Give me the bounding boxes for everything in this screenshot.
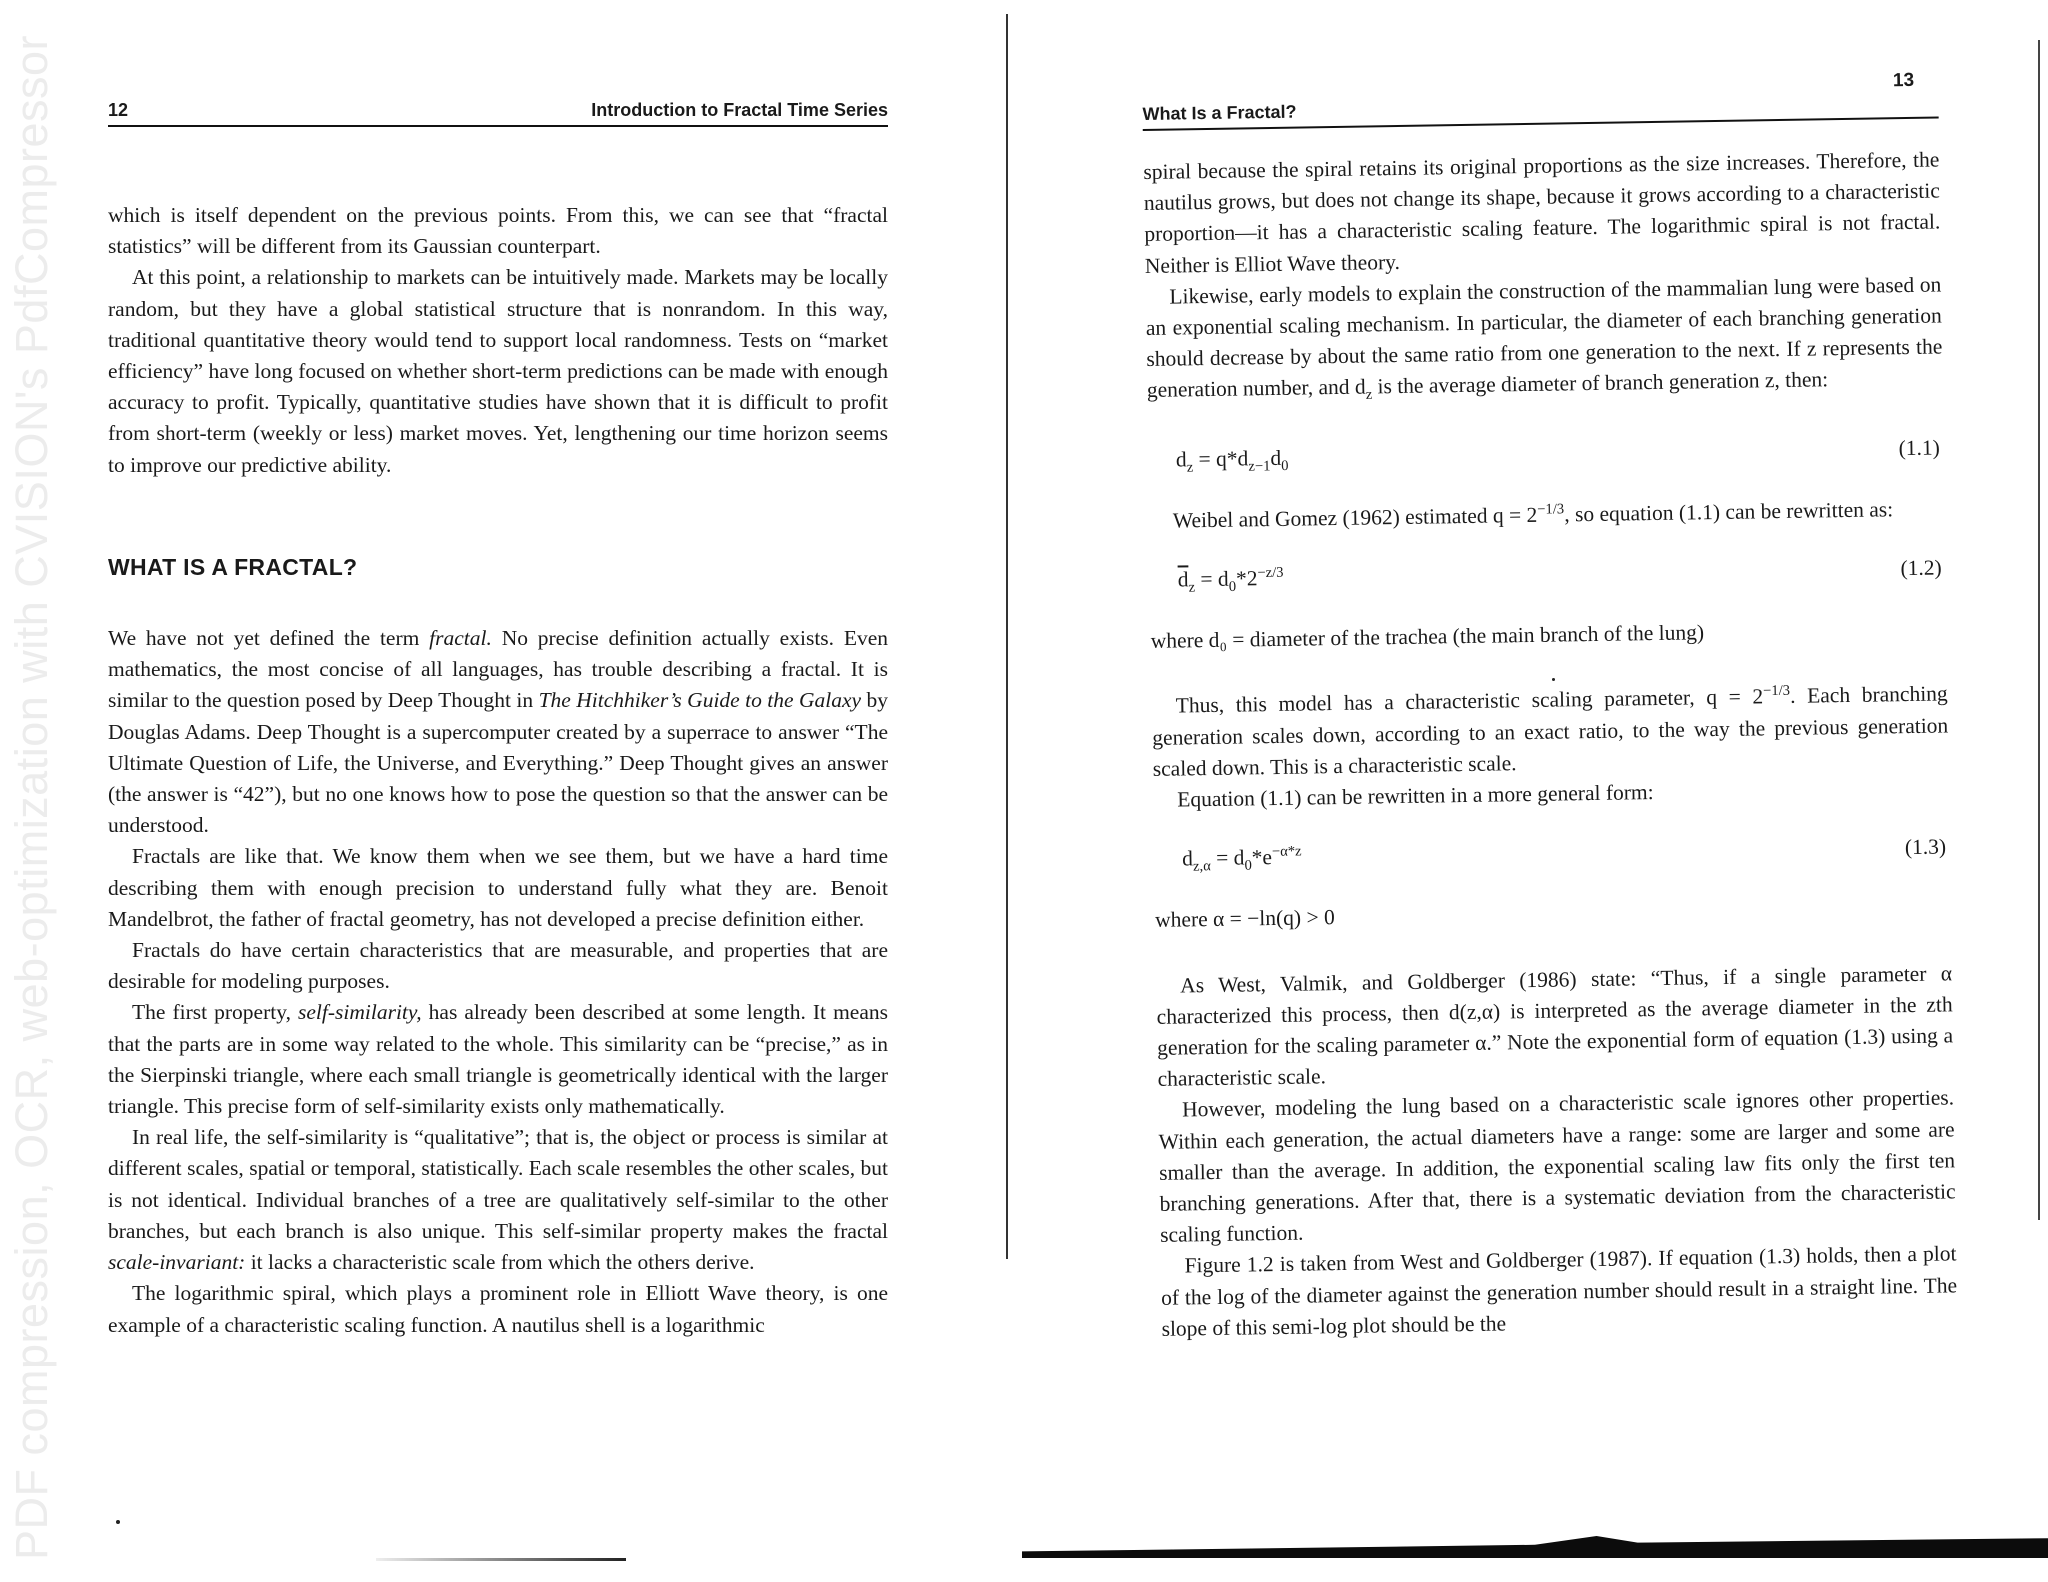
equation-number: (1.3) [1904,834,1947,860]
equation-1-1 [1148,432,1944,476]
paragraph: At this point, a relationship to markets can be intuitively made. Markets may be locally random, but they have a global statistical structure that is nonrandom. In this way, traditional quantitative theory would tend to support local randomness. Tests on “market efficiency” have long focused on whether short-term predictions can be made with enough accuracy to profit. Typically, quantitative studies have shown that it is difficult to profit from short-term (weekly or less) market moves. Yet, lengthening our time horizon seems to improve our predictive ability. [108,265,888,477]
paragraph: Equation (1.1) can be rewritten in a more general form: [1177,780,1654,812]
scan-speck [116,1520,120,1524]
paragraph: In real life, the self-similarity is “qualitative”; that is, the object or process is similar at different scales, spatial or temporal, statistically. Each scale resembles the other scales, but is not identical. Individual branches of a tree are qualitatively self-similar to the other branches, but each branch is also unique. This self-similar property makes the fractal scale-invariant: it lacks a characteristic scale from which the others derive. [108,1125,888,1275]
equation-number: (1.1) [1898,435,1941,460]
page-edge [2038,40,2040,1220]
paragraph: The first property, self-similarity, has already been described at some length. It means that the parts are in some way related to the whole. This similarity can be “precise,” as in the Sierpinski triangle, where each small triangle is geometrically identical with the larger triangle. This precise form of self-similarity exists only mathematically. [108,1000,888,1119]
equation-1-3 [1154,832,1950,876]
paragraph: Fractals do have certain characteristics that are measurable, and properties that are desirable for modeling purposes. [108,938,888,994]
paragraph: Thus, this model has a characteristic scaling parameter, $q = 2^{-1/3}$. Each branching generation scales down, according to an exact ratio, to the way the previous generation scaled down. This is a characteristic scale. [1152,681,1949,781]
page-number: 13 [1892,69,1915,92]
paragraph: However, modeling the lung based on a characteristic scale ignores other properties. Within each generation, the actual diameters have a range: some are larger and some are smaller than the average. In addition, the exponential scaling law fits only the first ten branching generations. After that, there is a systematic deviation from the characteristic scaling function. [1158,1085,1956,1248]
equation-expression: $d_{z,\alpha} = d_0*e^{-\alpha*z}$ [1182,843,1302,875]
page-number: 12 [108,100,129,120]
watermark: PDF compression, OCR, web-optimization with CVISION's PdfCompressor [6,34,57,1560]
running-title: What Is a Fractal? [1142,101,1297,124]
paragraph: Figure 1.2 is taken from West and Goldberger (1987). If equation (1.3) holds, then a plot of the log of the diameter against the generation number should result in a straight line. The slope of this semi-log plot should be the [1160,1241,1958,1341]
paragraph: spiral because the spiral retains its original proportions as the size increases. Therefore, the nautilus grows, but does not change its shape, because it grows according to a characteristic proportion—it has a characteristic scaling feature. The logarithmic spiral is not fractal. Neither is Elliot Wave theory. [1143,147,1941,278]
section-heading: WHAT IS A FRACTAL? [108,553,358,580]
left-page [108,100,888,1341]
equation-1-2 [1150,552,1946,596]
equation-expression: $d_z = q*d_{z-1}d_0$ [1175,445,1289,476]
book-binding [1006,14,1008,1259]
right-body [1143,144,1958,1344]
paragraph: The logarithmic spiral, which plays a prominent role in Elliott Wave theory, is one example of a characteristic scaling function. A nautilus shell is a logarithmic [108,1281,888,1337]
definition-line: where α = −ln(q) > 0 [1154,905,1335,933]
paragraph: As West, Valmik, and Goldberger (1986) state: “Thus, if a single parameter α characterized this process, then d(z,α) is interpreted as the average diameter in the zth generation for the scaling parameter α.” Note the exponential form of equation (1.3) using a characteristic scale. [1156,961,1954,1092]
right-running-head [1142,91,1938,130]
left-running-head [108,100,888,127]
paragraph: Weibel and Gomez (1962) estimated $q = 2^{-1/3}$, so equation (1.1) can be rewritten as: [1172,497,1894,533]
paragraph: Fractals are like that. We know them when we see them, but we have a hard time describing them with enough precision to understand fully what they are. Benoit Mandelbrot, the father of fractal geometry, has not developed a precise definition either. [108,844,888,931]
paragraph: which is itself dependent on the previous points. From this, we can see that “fractal statistics” will be different from its Gaussian counterpart. [108,203,888,259]
equation-number: (1.2) [1900,555,1942,581]
running-title: Introduction to Fractal Time Series [591,100,888,120]
right-page [1142,69,1958,1344]
bottom-scan-line [376,1558,626,1561]
left-body [108,200,888,1341]
equation-expression: $\overline{d}_z = d_0*2^{-z/3}$ [1177,564,1284,596]
paragraph: Likewise, early models to explain the construction of the mammalian lung were based on an exponential scaling mechanism. In particular, the diameter of each branching generation should decrease by about the same ratio from one generation to the next. If z represents the generation number, and $d_z$ is the average diameter of branch generation z, then: [1145,272,1943,404]
paragraph: We have not yet defined the term fractal. No precise definition actually exists. Even mathematics, the most concise of all languages, has trouble describing a fractal. It is similar to the question posed by Deep Thought in The Hitchhiker’s Guide to the Galaxy by Douglas Adams. Deep Thought is a supercomputer created by a superrace to answer “The Ultimate Question of Life, the Universe, and Everything.” Deep Thought gives an answer (the answer is “42”), but no one knows how to pose the question so that the answer can be understood. [108,626,889,838]
definition-line: where d₀ = diameter of the trachea (the main branch of the lung) [1150,620,1705,654]
bottom-scan-shadow [1022,1536,2048,1558]
